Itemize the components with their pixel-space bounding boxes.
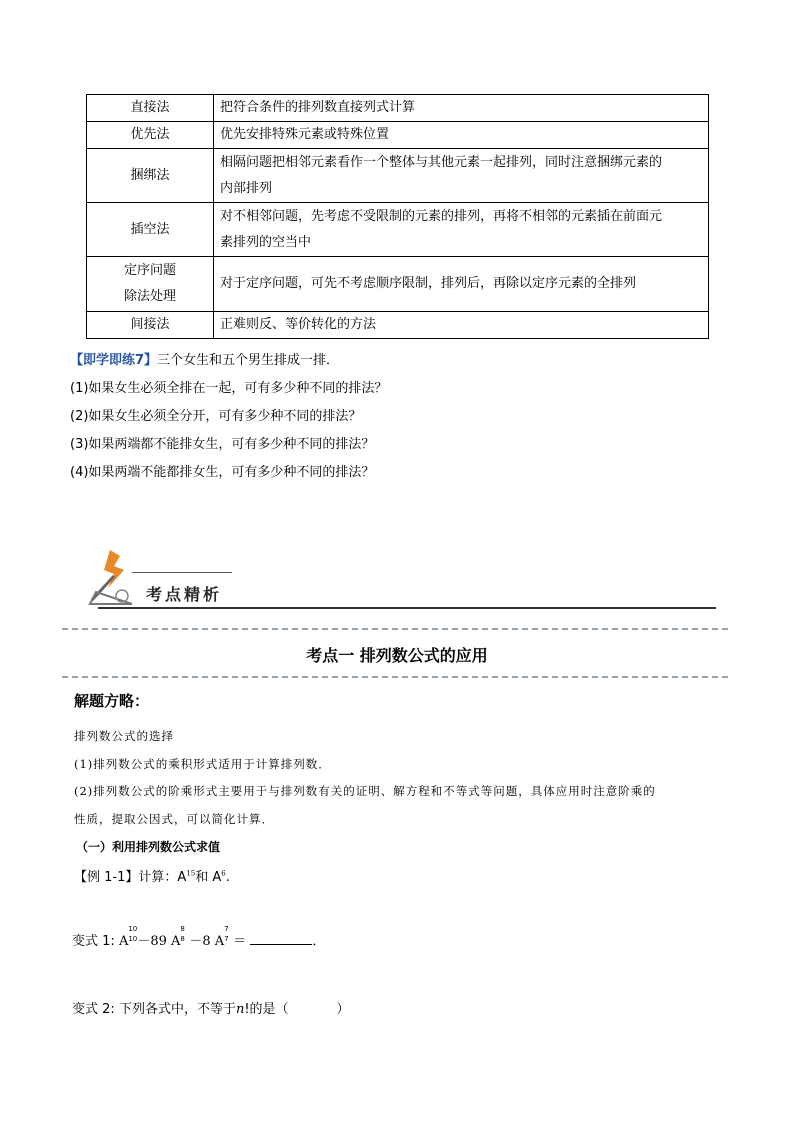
section-title: 考点一 排列数公式的应用 <box>306 646 488 665</box>
example-sup: 6 <box>221 869 226 878</box>
table-row <box>87 95 709 122</box>
method-name: 捆绑法 <box>87 149 214 203</box>
banner-divider-bottom <box>98 607 716 609</box>
perm-sub: 8 <box>180 935 185 943</box>
method-name: 间接法 <box>87 312 214 339</box>
banner-divider-top <box>132 572 232 573</box>
method-desc-line: 内部排列 <box>220 180 273 196</box>
strategy-heading: 排列数公式的选择 <box>74 729 174 743</box>
ruler-pencil-icon <box>88 548 134 606</box>
method-name: 优先法 <box>87 122 214 149</box>
method-desc: 优先安排特殊元素或特殊位置 <box>214 122 709 149</box>
variant-2-line <box>72 998 350 1017</box>
practice-question: (4)如果两端不能都排女生，可有多少种不同的排法？ <box>70 465 375 480</box>
methods-table <box>86 94 709 339</box>
practice-tag: 【即学即练7】 <box>70 353 158 368</box>
method-name-line: 定序问题 <box>123 263 176 278</box>
method-desc: 对于定序问题，可先不考虑顺序限制，排列后，再除以定序元素的全排列 <box>214 257 709 312</box>
practice-question: (2)如果女生必须全分开，可有多少种不同的排法？ <box>70 409 362 424</box>
method-desc-line: 素排列的空当中 <box>220 234 312 250</box>
perm-sub: 10 <box>128 935 138 943</box>
dashed-divider <box>62 676 728 678</box>
practice-question: (3)如果两端都不能排女生，可有多少种不同的排法？ <box>70 437 375 452</box>
practice-intro <box>70 347 387 375</box>
example-label: 【例 1-1】 <box>74 870 139 885</box>
strategy-item: (2)排列数公式的阶乘形式主要用于与排列数有关的证明、解方程和不等式等问题，具体应用时注意阶乘的 <box>74 784 656 798</box>
table-row <box>87 312 709 339</box>
example-end: . <box>225 870 230 885</box>
table-row <box>87 257 709 312</box>
method-desc: 正难则反、等价转化的方法 <box>214 312 709 339</box>
method-desc <box>214 149 709 203</box>
example-line <box>74 866 230 885</box>
perm-sup: 7 <box>224 925 229 933</box>
answer-blank[interactable] <box>250 932 312 945</box>
method-name: 直接法 <box>87 95 214 122</box>
method-desc: 把符合条件的排列数直接列式计算 <box>214 95 709 122</box>
example-and: 和 A <box>195 870 222 885</box>
variant-text: 下列各式中，不等于 <box>118 1002 236 1017</box>
variant-label: 变式 1: <box>72 934 115 949</box>
dashed-divider <box>62 628 728 630</box>
variant-end: ． <box>312 934 326 949</box>
table-row <box>87 122 709 149</box>
variant-term: －89 A <box>137 934 181 949</box>
perm-sup: 8 <box>180 925 185 933</box>
method-name <box>87 257 214 312</box>
method-desc-line: 对不相邻问题，先考虑不受限制的元素的排列，再将不相邻的元素插在前面元 <box>220 208 663 224</box>
strategy-item: 性质，提取公因式，可以简化计算． <box>74 812 274 826</box>
method-desc <box>214 203 709 257</box>
table-row <box>87 149 709 203</box>
strategy-item: (1)排列数公式的乘积形式适用于计算排列数． <box>74 757 331 771</box>
example-prefix: 计算：A <box>138 870 187 885</box>
variant-var: n <box>235 1002 245 1017</box>
variant-eq: ＝ <box>233 934 247 949</box>
section-banner <box>88 548 718 612</box>
example-sup: 15 <box>186 869 196 878</box>
method-desc-line: 相隔问题把相邻元素看作一个整体与其他元素一起排列，同时注意捆绑元素的 <box>220 154 663 170</box>
variant-text: !的是（ <box>244 1002 289 1017</box>
practice-question: (1)如果女生必须全排在一起，可有多少种不同的排法？ <box>70 381 388 396</box>
banner-title: 考点精析 <box>146 585 223 604</box>
variant-label: 变式 2: <box>72 1002 115 1017</box>
practice-block <box>70 347 387 487</box>
perm-sup: 10 <box>128 925 138 933</box>
variant-paren: ） <box>336 1002 350 1017</box>
variant-1-line: 变式 1: A 10 10 －89 A 8 8 －8 A 7 7 ＝ ． <box>72 925 326 949</box>
variant-term: －8 A <box>189 934 225 949</box>
practice-intro-text: 三个女生和五个男生排成一排． <box>157 353 340 368</box>
method-name-line: 除法处理 <box>123 289 176 304</box>
subsection-heading: （一）利用排列数公式求值 <box>76 840 221 854</box>
table-row <box>87 203 709 257</box>
method-name: 插空法 <box>87 203 214 257</box>
perm-sub: 7 <box>224 935 229 943</box>
strategy-label: 解题方略： <box>74 692 150 710</box>
